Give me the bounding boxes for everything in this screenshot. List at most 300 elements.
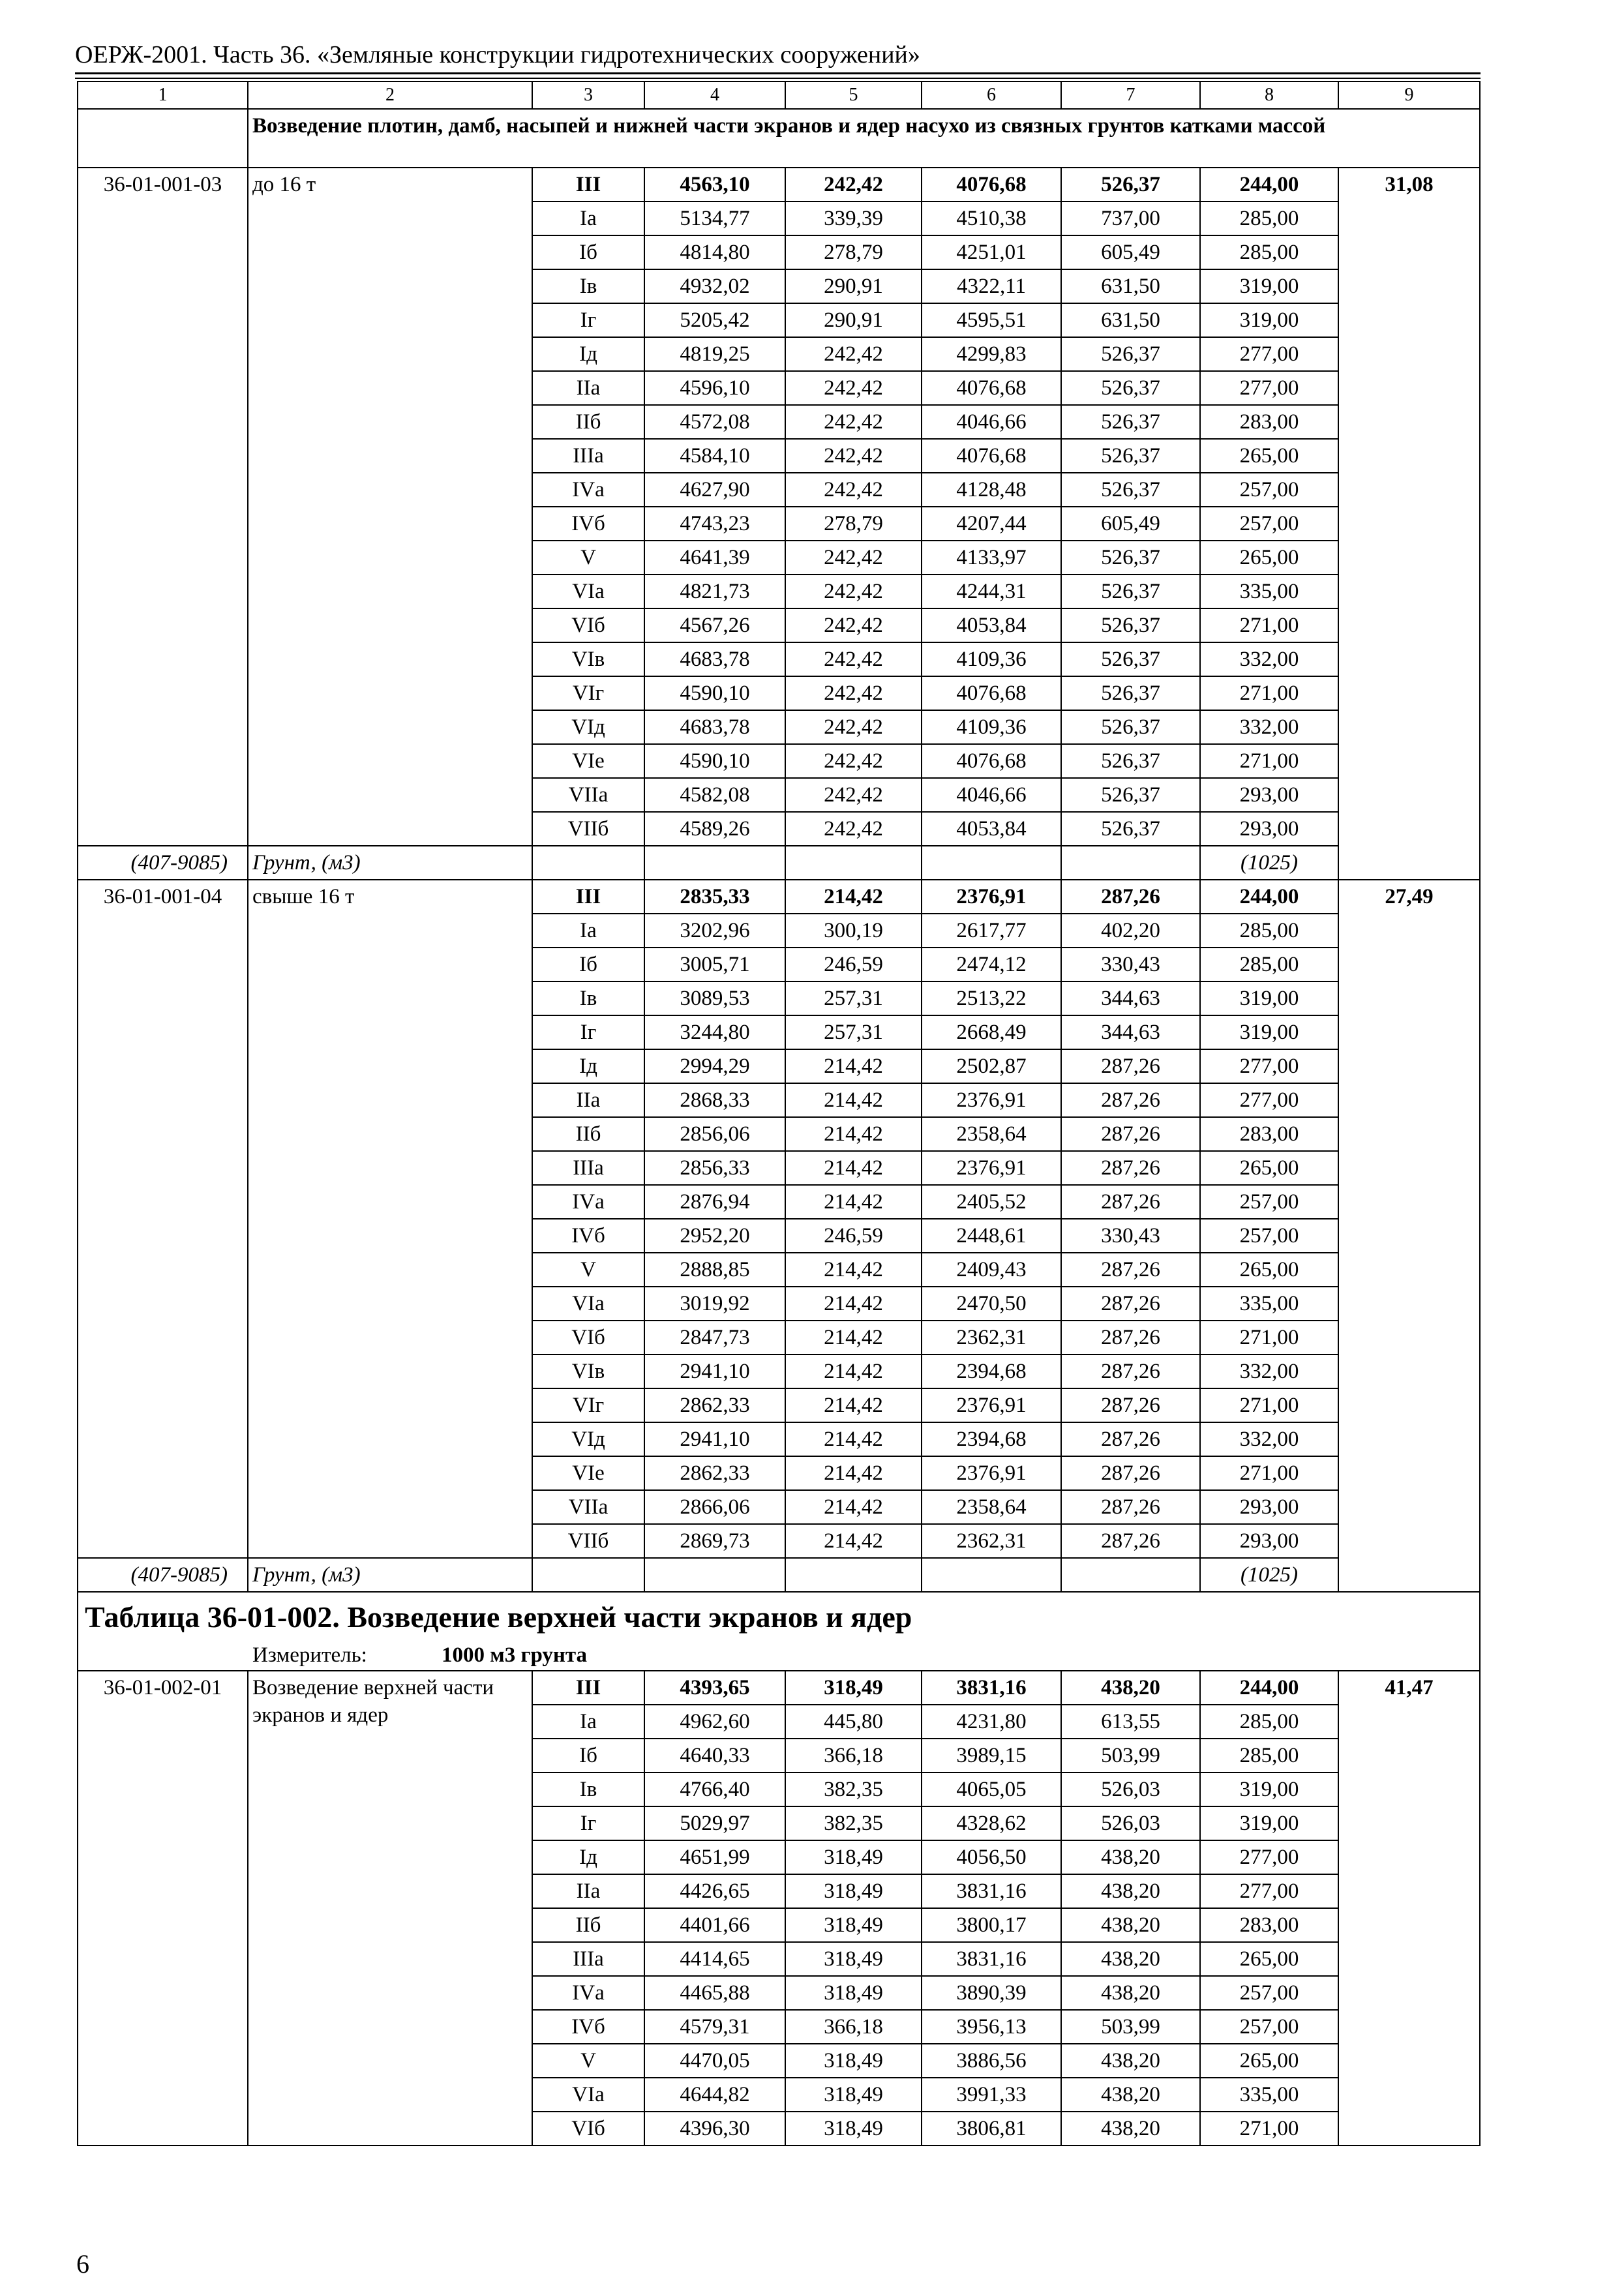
column-number-row <box>78 82 1480 109</box>
rate-value: 2888,85 <box>644 1253 785 1287</box>
rate-value: 2876,94 <box>644 1185 785 1219</box>
rate-value: 526,37 <box>1061 676 1200 710</box>
rate-value: 293,00 <box>1200 812 1338 846</box>
title-rule <box>75 72 1481 74</box>
rate-value: 2513,22 <box>922 981 1061 1015</box>
zone-code: VIд <box>532 710 644 744</box>
rate-value: 4962,60 <box>644 1705 785 1739</box>
rate-value: 5205,42 <box>644 303 785 337</box>
rate-value: 319,00 <box>1200 981 1338 1015</box>
rate-value: 3989,15 <box>922 1739 1061 1773</box>
rate-value: 319,00 <box>1200 1773 1338 1806</box>
rate-description: свыше 16 т <box>248 880 532 1558</box>
zone-code: VIа <box>532 2078 644 2112</box>
rate-value: 335,00 <box>1200 575 1338 608</box>
column-number: 8 <box>1200 82 1338 109</box>
resource-code: (407-9085) <box>78 846 248 880</box>
table-cell <box>922 846 1061 880</box>
rate-value: 2868,33 <box>644 1083 785 1117</box>
rate-value: 330,43 <box>1061 948 1200 981</box>
table-cell <box>78 109 248 168</box>
rate-description: до 16 т <box>248 168 532 846</box>
rate-value: 287,26 <box>1061 1185 1200 1219</box>
table-row <box>78 168 1480 202</box>
rate-value: 319,00 <box>1200 303 1338 337</box>
rate-value: 271,00 <box>1200 1456 1338 1490</box>
column-number: 2 <box>248 82 532 109</box>
zone-code: IVа <box>532 1185 644 1219</box>
zone-code: Iб <box>532 1739 644 1773</box>
rate-value: 2474,12 <box>922 948 1061 981</box>
zone-code: IIIа <box>532 1942 644 1976</box>
rate-value: 2470,50 <box>922 1287 1061 1321</box>
rate-value: 438,20 <box>1061 1671 1200 1705</box>
rate-value: 271,00 <box>1200 676 1338 710</box>
rate-value: 366,18 <box>785 1739 922 1773</box>
rate-value: 265,00 <box>1200 1942 1338 1976</box>
rate-value: 605,49 <box>1061 235 1200 269</box>
zone-code: Iв <box>532 1773 644 1806</box>
column-number: 4 <box>644 82 785 109</box>
zone-code: III <box>532 168 644 202</box>
rate-value: 526,37 <box>1061 642 1200 676</box>
measure-label: Измеритель: <box>252 1643 367 1667</box>
zone-code: VIе <box>532 744 644 778</box>
rate-value: 277,00 <box>1200 337 1338 371</box>
zone-code: V <box>532 1253 644 1287</box>
rate-value: 271,00 <box>1200 1321 1338 1354</box>
rate-value: 526,37 <box>1061 168 1200 202</box>
rate-value: 526,37 <box>1061 371 1200 405</box>
rate-value: 214,42 <box>785 1117 922 1151</box>
rate-value: 4056,50 <box>922 1840 1061 1874</box>
rate-value: 382,35 <box>785 1773 922 1806</box>
rate-value: 265,00 <box>1200 439 1338 473</box>
rate-value: 4251,01 <box>922 235 1061 269</box>
rate-value: 287,26 <box>1061 1422 1200 1456</box>
zone-code: Iб <box>532 235 644 269</box>
zone-code: IVа <box>532 1976 644 2010</box>
rate-value: 4563,10 <box>644 168 785 202</box>
rate-value: 290,91 <box>785 303 922 337</box>
rate-value: 242,42 <box>785 744 922 778</box>
rate-value: 2376,91 <box>922 1083 1061 1117</box>
zone-code: VIIб <box>532 812 644 846</box>
rate-value: 5134,77 <box>644 202 785 235</box>
rate-value: 526,37 <box>1061 541 1200 575</box>
document-title: ОЕРЖ-2001. Часть 36. «Земляные конструкции гидротехнических сооружений» <box>75 41 920 68</box>
rate-value: 4393,65 <box>644 1671 785 1705</box>
rate-value: 2617,77 <box>922 914 1061 948</box>
rate-value: 287,26 <box>1061 1456 1200 1490</box>
rate-value: 4076,68 <box>922 371 1061 405</box>
rate-value: 2405,52 <box>922 1185 1061 1219</box>
rate-value: 4595,51 <box>922 303 1061 337</box>
zone-code: Iг <box>532 303 644 337</box>
zone-code: Iд <box>532 1840 644 1874</box>
rate-value: 631,50 <box>1061 269 1200 303</box>
rate-value: 287,26 <box>1061 1117 1200 1151</box>
rate-value: 3244,80 <box>644 1015 785 1049</box>
rate-value: 4065,05 <box>922 1773 1061 1806</box>
rate-value: 257,00 <box>1200 473 1338 507</box>
rate-value: 242,42 <box>785 608 922 642</box>
rate-value: 214,42 <box>785 1151 922 1185</box>
rate-value: 526,37 <box>1061 439 1200 473</box>
rate-value: 366,18 <box>785 2010 922 2044</box>
rate-value: 318,49 <box>785 1840 922 1874</box>
rate-value: 503,99 <box>1061 2010 1200 2044</box>
rate-value: 438,20 <box>1061 1840 1200 1874</box>
rate-value: 526,37 <box>1061 608 1200 642</box>
rate-value: 242,42 <box>785 337 922 371</box>
rate-value: 277,00 <box>1200 1840 1338 1874</box>
column-number: 6 <box>922 82 1061 109</box>
rate-value: 4766,40 <box>644 1773 785 1806</box>
rate-value: 214,42 <box>785 1253 922 1287</box>
zone-code: Iа <box>532 914 644 948</box>
rate-value: 3886,56 <box>922 2044 1061 2078</box>
rate-value: 4814,80 <box>644 235 785 269</box>
rate-value: 4076,68 <box>922 676 1061 710</box>
rate-code: 36-01-002-01 <box>78 1671 248 2146</box>
rate-value: 3806,81 <box>922 2112 1061 2146</box>
zone-code: VIе <box>532 1456 644 1490</box>
rate-value: 2856,33 <box>644 1151 785 1185</box>
zone-code: III <box>532 1671 644 1705</box>
zone-code: VIг <box>532 676 644 710</box>
rate-value: 4207,44 <box>922 507 1061 541</box>
rate-value: 285,00 <box>1200 914 1338 948</box>
zone-code: VIв <box>532 1354 644 1388</box>
rate-value: 2994,29 <box>644 1049 785 1083</box>
rate-value: 287,26 <box>1061 1151 1200 1185</box>
rate-value: 4640,33 <box>644 1739 785 1773</box>
rate-value: 3991,33 <box>922 2078 1061 2112</box>
section-heading-row <box>78 109 1480 168</box>
rate-value: 4510,38 <box>922 202 1061 235</box>
rate-value: 3019,92 <box>644 1287 785 1321</box>
rate-value: 242,42 <box>785 541 922 575</box>
rate-value: 2362,31 <box>922 1321 1061 1354</box>
rate-value: 332,00 <box>1200 642 1338 676</box>
zone-code: IVб <box>532 507 644 541</box>
zone-code: VIг <box>532 1388 644 1422</box>
rate-value: 330,43 <box>1061 1219 1200 1253</box>
rate-value: 438,20 <box>1061 1908 1200 1942</box>
rate-value: 4328,62 <box>922 1806 1061 1840</box>
rate-value: 285,00 <box>1200 235 1338 269</box>
rate-value: 2952,20 <box>644 1219 785 1253</box>
rate-value: 287,26 <box>1061 880 1200 914</box>
column-number: 7 <box>1061 82 1200 109</box>
rate-value: 277,00 <box>1200 1874 1338 1908</box>
rate-value: 4299,83 <box>922 337 1061 371</box>
rate-value: 3831,16 <box>922 1671 1061 1705</box>
rate-value: 4128,48 <box>922 473 1061 507</box>
rate-value: 526,37 <box>1061 710 1200 744</box>
zone-code: IVа <box>532 473 644 507</box>
rate-value: 2358,64 <box>922 1117 1061 1151</box>
rate-value: 2358,64 <box>922 1490 1061 1524</box>
zone-code: VIIа <box>532 1490 644 1524</box>
rate-value: 4589,26 <box>644 812 785 846</box>
title-rule <box>75 78 1481 79</box>
rate-value: 4053,84 <box>922 812 1061 846</box>
table-cell <box>532 1558 644 1592</box>
rate-value: 2862,33 <box>644 1456 785 1490</box>
rate-value: 3831,16 <box>922 1942 1061 1976</box>
rate-value: 244,00 <box>1200 880 1338 914</box>
zone-code: VIIб <box>532 1524 644 1558</box>
rate-value: 300,19 <box>785 914 922 948</box>
rate-value: 631,50 <box>1061 303 1200 337</box>
zone-code: Iг <box>532 1806 644 1840</box>
column-number: 3 <box>532 82 644 109</box>
rate-value: 265,00 <box>1200 1151 1338 1185</box>
rate-value: 287,26 <box>1061 1321 1200 1354</box>
rate-value: 319,00 <box>1200 1806 1338 1840</box>
rate-value: 2847,73 <box>644 1321 785 1354</box>
rate-value: 4743,23 <box>644 507 785 541</box>
rate-value: 214,42 <box>785 1456 922 1490</box>
rate-value: 335,00 <box>1200 1287 1338 1321</box>
rate-value: 4596,10 <box>644 371 785 405</box>
rate-value: 3890,39 <box>922 1976 1061 2010</box>
rate-value: 613,55 <box>1061 1705 1200 1739</box>
rate-value: 4133,97 <box>922 541 1061 575</box>
table-cell <box>1061 846 1200 880</box>
rate-value: 293,00 <box>1200 1524 1338 1558</box>
rate-value: 4584,10 <box>644 439 785 473</box>
zone-code: IIб <box>532 1117 644 1151</box>
rate-value: 332,00 <box>1200 1354 1338 1388</box>
zone-code: IVб <box>532 2010 644 2044</box>
rate-value: 2862,33 <box>644 1388 785 1422</box>
column-number: 5 <box>785 82 922 109</box>
resource-name: Грунт, (м3) <box>248 846 532 880</box>
zone-code: IIб <box>532 405 644 439</box>
rate-value: 2869,73 <box>644 1524 785 1558</box>
rate-value: 4426,65 <box>644 1874 785 1908</box>
rate-value: 244,00 <box>1200 1671 1338 1705</box>
rate-value: 503,99 <box>1061 1739 1200 1773</box>
resource-code: (407-9085) <box>78 1558 248 1592</box>
rate-value: 438,20 <box>1061 1942 1200 1976</box>
zone-code: IIа <box>532 371 644 405</box>
resource-quantity: (1025) <box>1200 846 1338 880</box>
rate-value: 4109,36 <box>922 710 1061 744</box>
table-row <box>78 880 1480 914</box>
rate-value: 344,63 <box>1061 981 1200 1015</box>
resource-footer-row <box>78 1558 1480 1592</box>
rate-value: 287,26 <box>1061 1388 1200 1422</box>
rate-value: 257,00 <box>1200 1976 1338 2010</box>
rate-value: 257,00 <box>1200 507 1338 541</box>
zone-code: IIIа <box>532 1151 644 1185</box>
rate-value: 526,37 <box>1061 575 1200 608</box>
rate-value: 214,42 <box>785 880 922 914</box>
rate-value: 242,42 <box>785 676 922 710</box>
rate-value: 285,00 <box>1200 1705 1338 1739</box>
rate-value: 318,49 <box>785 1671 922 1705</box>
rate-value: 4590,10 <box>644 676 785 710</box>
rate-value: 3089,53 <box>644 981 785 1015</box>
rate-value: 2856,06 <box>644 1117 785 1151</box>
resource-quantity: (1025) <box>1200 1558 1338 1592</box>
rate-value: 4401,66 <box>644 1908 785 1942</box>
zone-code: VIа <box>532 575 644 608</box>
zone-code: Iг <box>532 1015 644 1049</box>
rate-value: 4819,25 <box>644 337 785 371</box>
rate-value: 287,26 <box>1061 1490 1200 1524</box>
rate-value: 526,37 <box>1061 473 1200 507</box>
rate-value: 526,03 <box>1061 1806 1200 1840</box>
rate-value: 318,49 <box>785 2112 922 2146</box>
rate-description: Возведение верхней части экранов и ядер <box>248 1671 532 2146</box>
rate-value: 2409,43 <box>922 1253 1061 1287</box>
rate-value: 287,26 <box>1061 1354 1200 1388</box>
zone-code: Iв <box>532 981 644 1015</box>
rate-value: 4567,26 <box>644 608 785 642</box>
zone-code: IIIа <box>532 439 644 473</box>
rate-value: 335,00 <box>1200 2078 1338 2112</box>
rate-value: 214,42 <box>785 1388 922 1422</box>
rate-value: 277,00 <box>1200 1083 1338 1117</box>
rate-value: 283,00 <box>1200 405 1338 439</box>
zone-code: V <box>532 2044 644 2078</box>
rate-value: 246,59 <box>785 1219 922 1253</box>
rate-value: 4683,78 <box>644 642 785 676</box>
rate-value: 5029,97 <box>644 1806 785 1840</box>
rate-value: 438,20 <box>1061 2044 1200 2078</box>
rate-value: 242,42 <box>785 473 922 507</box>
rate-value: 214,42 <box>785 1287 922 1321</box>
rate-value: 287,26 <box>1061 1287 1200 1321</box>
rate-value: 285,00 <box>1200 1739 1338 1773</box>
table-cell <box>644 846 785 880</box>
rate-value: 244,00 <box>1200 168 1338 202</box>
zone-code: Iб <box>532 948 644 981</box>
rate-value: 287,26 <box>1061 1253 1200 1287</box>
rate-value: 526,37 <box>1061 812 1200 846</box>
rate-value: 242,42 <box>785 642 922 676</box>
rate-value: 318,49 <box>785 1874 922 1908</box>
rate-value: 287,26 <box>1061 1049 1200 1083</box>
rate-code: 36-01-001-03 <box>78 168 248 846</box>
rate-value: 242,42 <box>785 575 922 608</box>
rate-value: 285,00 <box>1200 948 1338 981</box>
zone-code: III <box>532 880 644 914</box>
rate-value: 4683,78 <box>644 710 785 744</box>
rate-value: 4627,90 <box>644 473 785 507</box>
zone-code: Iд <box>532 1049 644 1083</box>
rate-value: 257,31 <box>785 1015 922 1049</box>
table-cell <box>1061 1558 1200 1592</box>
rate-value: 438,20 <box>1061 2112 1200 2146</box>
rate-value: 257,00 <box>1200 1219 1338 1253</box>
table-cell <box>644 1558 785 1592</box>
rate-value: 277,00 <box>1200 371 1338 405</box>
rate-value: 4231,80 <box>922 1705 1061 1739</box>
rate-value: 4322,11 <box>922 269 1061 303</box>
rate-value: 438,20 <box>1061 1976 1200 2010</box>
rate-value: 242,42 <box>785 710 922 744</box>
resource-name: Грунт, (м3) <box>248 1558 532 1592</box>
rate-value: 4396,30 <box>644 2112 785 2146</box>
zone-code: Iа <box>532 1705 644 1739</box>
rate-value: 278,79 <box>785 235 922 269</box>
rate-value: 242,42 <box>785 778 922 812</box>
rate-value: 2448,61 <box>922 1219 1061 1253</box>
zone-code: VIб <box>532 608 644 642</box>
rate-value: 2394,68 <box>922 1354 1061 1388</box>
zone-code: VIд <box>532 1422 644 1456</box>
rate-value: 318,49 <box>785 2044 922 2078</box>
rate-value: 2376,91 <box>922 880 1061 914</box>
rate-value: 339,39 <box>785 202 922 235</box>
rate-value: 214,42 <box>785 1083 922 1117</box>
rate-code: 36-01-001-04 <box>78 880 248 1558</box>
rate-value: 4651,99 <box>644 1840 785 1874</box>
rate-value: 318,49 <box>785 1908 922 1942</box>
rate-value: 214,42 <box>785 1490 922 1524</box>
resource-footer-row <box>78 846 1480 880</box>
rate-value: 382,35 <box>785 1806 922 1840</box>
rate-value: 4414,65 <box>644 1942 785 1976</box>
rate-value: 4046,66 <box>922 405 1061 439</box>
rate-value: 293,00 <box>1200 778 1338 812</box>
zone-code: Iв <box>532 269 644 303</box>
rate-value: 318,49 <box>785 1976 922 2010</box>
rate-value: 257,00 <box>1200 2010 1338 2044</box>
rate-value: 332,00 <box>1200 710 1338 744</box>
table-cell <box>785 1558 922 1592</box>
rate-value: 526,03 <box>1061 1773 1200 1806</box>
rate-value: 214,42 <box>785 1524 922 1558</box>
rate-value: 605,49 <box>1061 507 1200 541</box>
rate-value: 438,20 <box>1061 1874 1200 1908</box>
rate-value: 4076,68 <box>922 744 1061 778</box>
rate-value: 246,59 <box>785 948 922 981</box>
rate-value: 526,37 <box>1061 778 1200 812</box>
labor-cost: 41,47 <box>1338 1671 1480 2146</box>
rate-value: 242,42 <box>785 439 922 473</box>
rate-value: 271,00 <box>1200 2112 1338 2146</box>
measure-value: 1000 м3 грунта <box>442 1643 588 1667</box>
rate-value: 438,20 <box>1061 2078 1200 2112</box>
rate-value: 2376,91 <box>922 1456 1061 1490</box>
rate-value: 4046,66 <box>922 778 1061 812</box>
rate-value: 4076,68 <box>922 439 1061 473</box>
rate-value: 214,42 <box>785 1422 922 1456</box>
rate-value: 3831,16 <box>922 1874 1061 1908</box>
zone-code: Iа <box>532 202 644 235</box>
rate-value: 287,26 <box>1061 1083 1200 1117</box>
rate-value: 265,00 <box>1200 541 1338 575</box>
table-cell <box>785 846 922 880</box>
rate-value: 283,00 <box>1200 1117 1338 1151</box>
rate-value: 277,00 <box>1200 1049 1338 1083</box>
zone-code: VIб <box>532 2112 644 2146</box>
rate-value: 3005,71 <box>644 948 785 981</box>
rate-value: 4641,39 <box>644 541 785 575</box>
rate-value: 4076,68 <box>922 168 1061 202</box>
zone-code: IIа <box>532 1874 644 1908</box>
measure-cell <box>78 1642 1480 1671</box>
rate-value: 4244,31 <box>922 575 1061 608</box>
zone-code: VIIа <box>532 778 644 812</box>
